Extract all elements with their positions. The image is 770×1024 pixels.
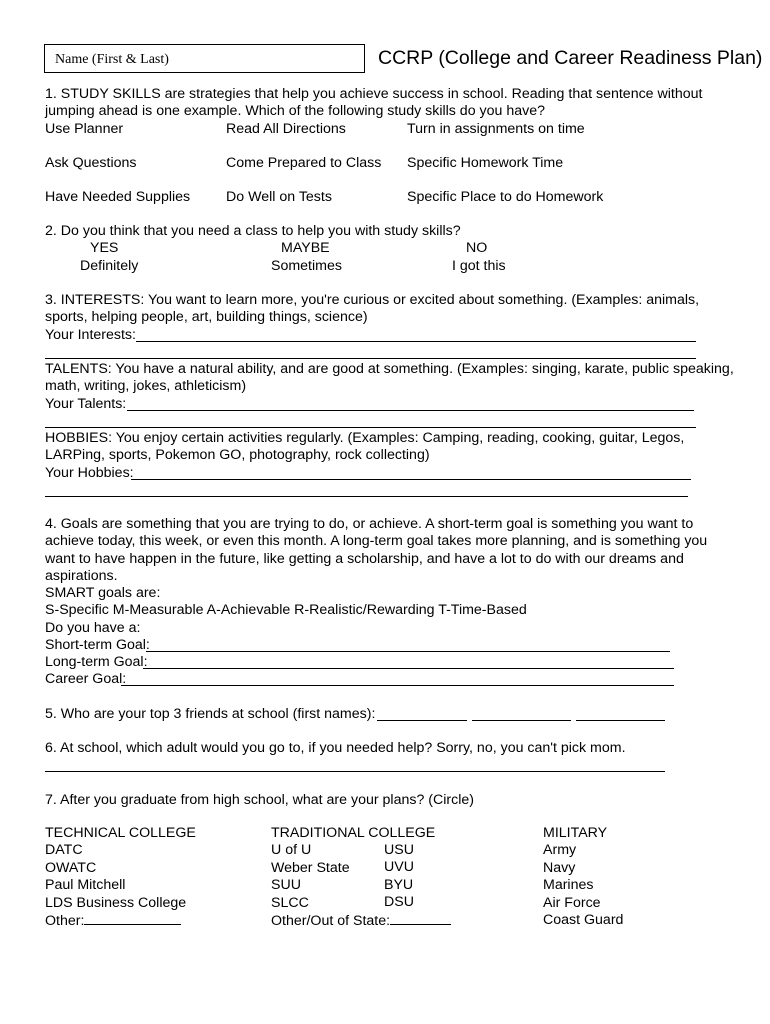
- q6-answer-line[interactable]: [45, 771, 665, 772]
- hobbies-answer-line-1[interactable]: [131, 479, 691, 480]
- interests-text-line1: 3. INTERESTS: You want to learn more, you're curious or excited about something. (Examples: animals,: [45, 292, 700, 308]
- option-have-needed-supplies[interactable]: Have Needed Supplies: [45, 189, 191, 205]
- hobbies-text-line1: HOBBIES: You enjoy certain activities regularly. (Examples: Camping, reading, cooking, guitar, Legos,: [45, 430, 685, 446]
- q4-text-line1: 4. Goals are something that you are trying to do, or achieve. A short-term goal is something you want to: [45, 516, 694, 532]
- option-navy[interactable]: Navy: [543, 859, 576, 876]
- hobbies-label: Your Hobbies:: [45, 465, 134, 481]
- name-label: Name (First & Last): [55, 52, 169, 67]
- option-use-planner[interactable]: Use Planner: [45, 121, 124, 137]
- hobbies-text-line2: LARPing, sports, Pokemon GO, photography, rock collecting): [45, 447, 430, 463]
- q1-text-line2: jumping ahead is one example. Which of the following study skills do you have?: [45, 103, 545, 119]
- option-specific-homework-time[interactable]: Specific Homework Time: [407, 155, 564, 171]
- q1-text-line1: 1. STUDY SKILLS are strategies that help you achieve success in school. Reading that sentence without: [45, 86, 703, 102]
- option-dsu[interactable]: DSU: [384, 894, 414, 911]
- q2-option-no[interactable]: NO: [466, 240, 488, 256]
- career-goal-label: Career Goal:: [45, 671, 127, 687]
- technical-other[interactable]: [45, 912, 196, 930]
- option-read-all-directions[interactable]: Read All Directions: [226, 121, 346, 137]
- technical-college-column: [45, 825, 196, 930]
- option-air-force[interactable]: Air Force: [543, 894, 601, 911]
- long-term-goal-label: Long-term Goal:: [45, 654, 148, 670]
- q7-question: 7. After you graduate from high school, what are your plans? (Circle): [45, 792, 474, 808]
- option-weber-state[interactable]: Weber State: [271, 859, 350, 876]
- option-come-prepared[interactable]: Come Prepared to Class: [226, 155, 382, 171]
- smart-heading: SMART goals are:: [45, 585, 161, 601]
- long-term-goal-line[interactable]: [143, 668, 674, 669]
- option-slcc[interactable]: SLCC: [271, 894, 309, 911]
- q2-option-yes-sub[interactable]: Definitely: [80, 258, 139, 274]
- do-you-have-label: Do you have a:: [45, 620, 141, 636]
- option-datc[interactable]: DATC: [45, 842, 83, 859]
- option-do-well-on-tests[interactable]: Do Well on Tests: [226, 189, 332, 205]
- interests-text-line2: sports, helping people, art, building things, science): [45, 309, 368, 325]
- career-goal-line[interactable]: [121, 685, 674, 686]
- q2-option-maybe-sub[interactable]: Sometimes: [271, 258, 342, 274]
- talents-answer-line-1[interactable]: [127, 410, 694, 411]
- option-owatc[interactable]: OWATC: [45, 859, 97, 876]
- option-usu[interactable]: USU: [384, 842, 414, 858]
- short-term-goal-label: Short-term Goal:: [45, 637, 150, 653]
- technical-other-line[interactable]: [84, 912, 181, 925]
- q6-question: 6. At school, which adult would you go to, if you needed help? Sorry, no, you can't pick mom.: [45, 740, 626, 756]
- traditional-other-label: Other/Out of State:: [271, 913, 391, 930]
- traditional-other-line[interactable]: [390, 912, 451, 925]
- q2-question: 2. Do you think that you need a class to help you with study skills?: [45, 223, 461, 239]
- option-army[interactable]: Army: [543, 842, 577, 859]
- friend-3-line[interactable]: [576, 720, 665, 721]
- option-byu[interactable]: BYU: [384, 876, 414, 893]
- option-uvu[interactable]: UVU: [384, 859, 414, 876]
- traditional-other[interactable]: [271, 912, 451, 930]
- talents-text-line2: math, writing, jokes, athleticism): [45, 378, 247, 394]
- interests-answer-line-1[interactable]: [136, 341, 696, 342]
- talents-text-line1: TALENTS: You have a natural ability, and are good at something. (Examples: singing, karate, public speaking,: [45, 361, 734, 377]
- traditional-heading: TRADITIONAL COLLEGE: [271, 825, 436, 841]
- q2-option-no-sub[interactable]: I got this: [452, 258, 506, 274]
- option-specific-place[interactable]: Specific Place to do Homework: [407, 189, 604, 205]
- technical-heading: TECHNICAL COLLEGE: [45, 825, 196, 841]
- interests-answer-line-2[interactable]: [45, 358, 696, 359]
- option-lds-business-college[interactable]: LDS Business College: [45, 894, 187, 911]
- technical-other-label: Other:: [45, 913, 85, 930]
- smart-definition: S-Specific M-Measurable A-Achievable R-Realistic/Rewarding T-Time-Based: [45, 602, 527, 618]
- q4-text-line4: aspirations.: [45, 568, 118, 584]
- option-turn-in-assignments[interactable]: Turn in assignments on time: [407, 121, 585, 137]
- q4-text-line2: achieve today, this week, or even this month. A long-term goal takes more planning, and is something you: [45, 533, 708, 549]
- talents-label: Your Talents:: [45, 396, 127, 412]
- hobbies-answer-line-2[interactable]: [45, 496, 688, 497]
- q4-text-line3: want to have happen in the future, like getting a scholarship, and have a lot to do with our dreams and: [45, 551, 684, 567]
- q2-option-yes[interactable]: YES: [90, 240, 119, 256]
- option-marines[interactable]: Marines: [543, 877, 594, 894]
- interests-label: Your Interests:: [45, 327, 136, 343]
- option-coast-guard[interactable]: Coast Guard: [543, 912, 624, 929]
- friend-2-line[interactable]: [472, 720, 571, 721]
- option-ask-questions[interactable]: Ask Questions: [45, 155, 137, 171]
- friend-1-line[interactable]: [377, 720, 467, 721]
- name-field[interactable]: [44, 44, 365, 73]
- option-u-of-u[interactable]: U of U: [271, 842, 312, 859]
- talents-answer-line-2[interactable]: [45, 427, 696, 428]
- military-heading: MILITARY: [543, 825, 608, 841]
- traditional-college-column: [271, 825, 451, 930]
- page-title: CCRP (College and Career Readiness Plan): [378, 47, 763, 69]
- traditional-college-column-2: [384, 842, 414, 912]
- option-suu[interactable]: SUU: [271, 877, 301, 894]
- military-column: [543, 825, 623, 929]
- short-term-goal-line[interactable]: [146, 651, 670, 652]
- option-paul-mitchell[interactable]: Paul Mitchell: [45, 877, 126, 894]
- q5-question: 5. Who are your top 3 friends at school (first names):: [45, 706, 376, 722]
- q2-option-maybe[interactable]: MAYBE: [281, 240, 330, 256]
